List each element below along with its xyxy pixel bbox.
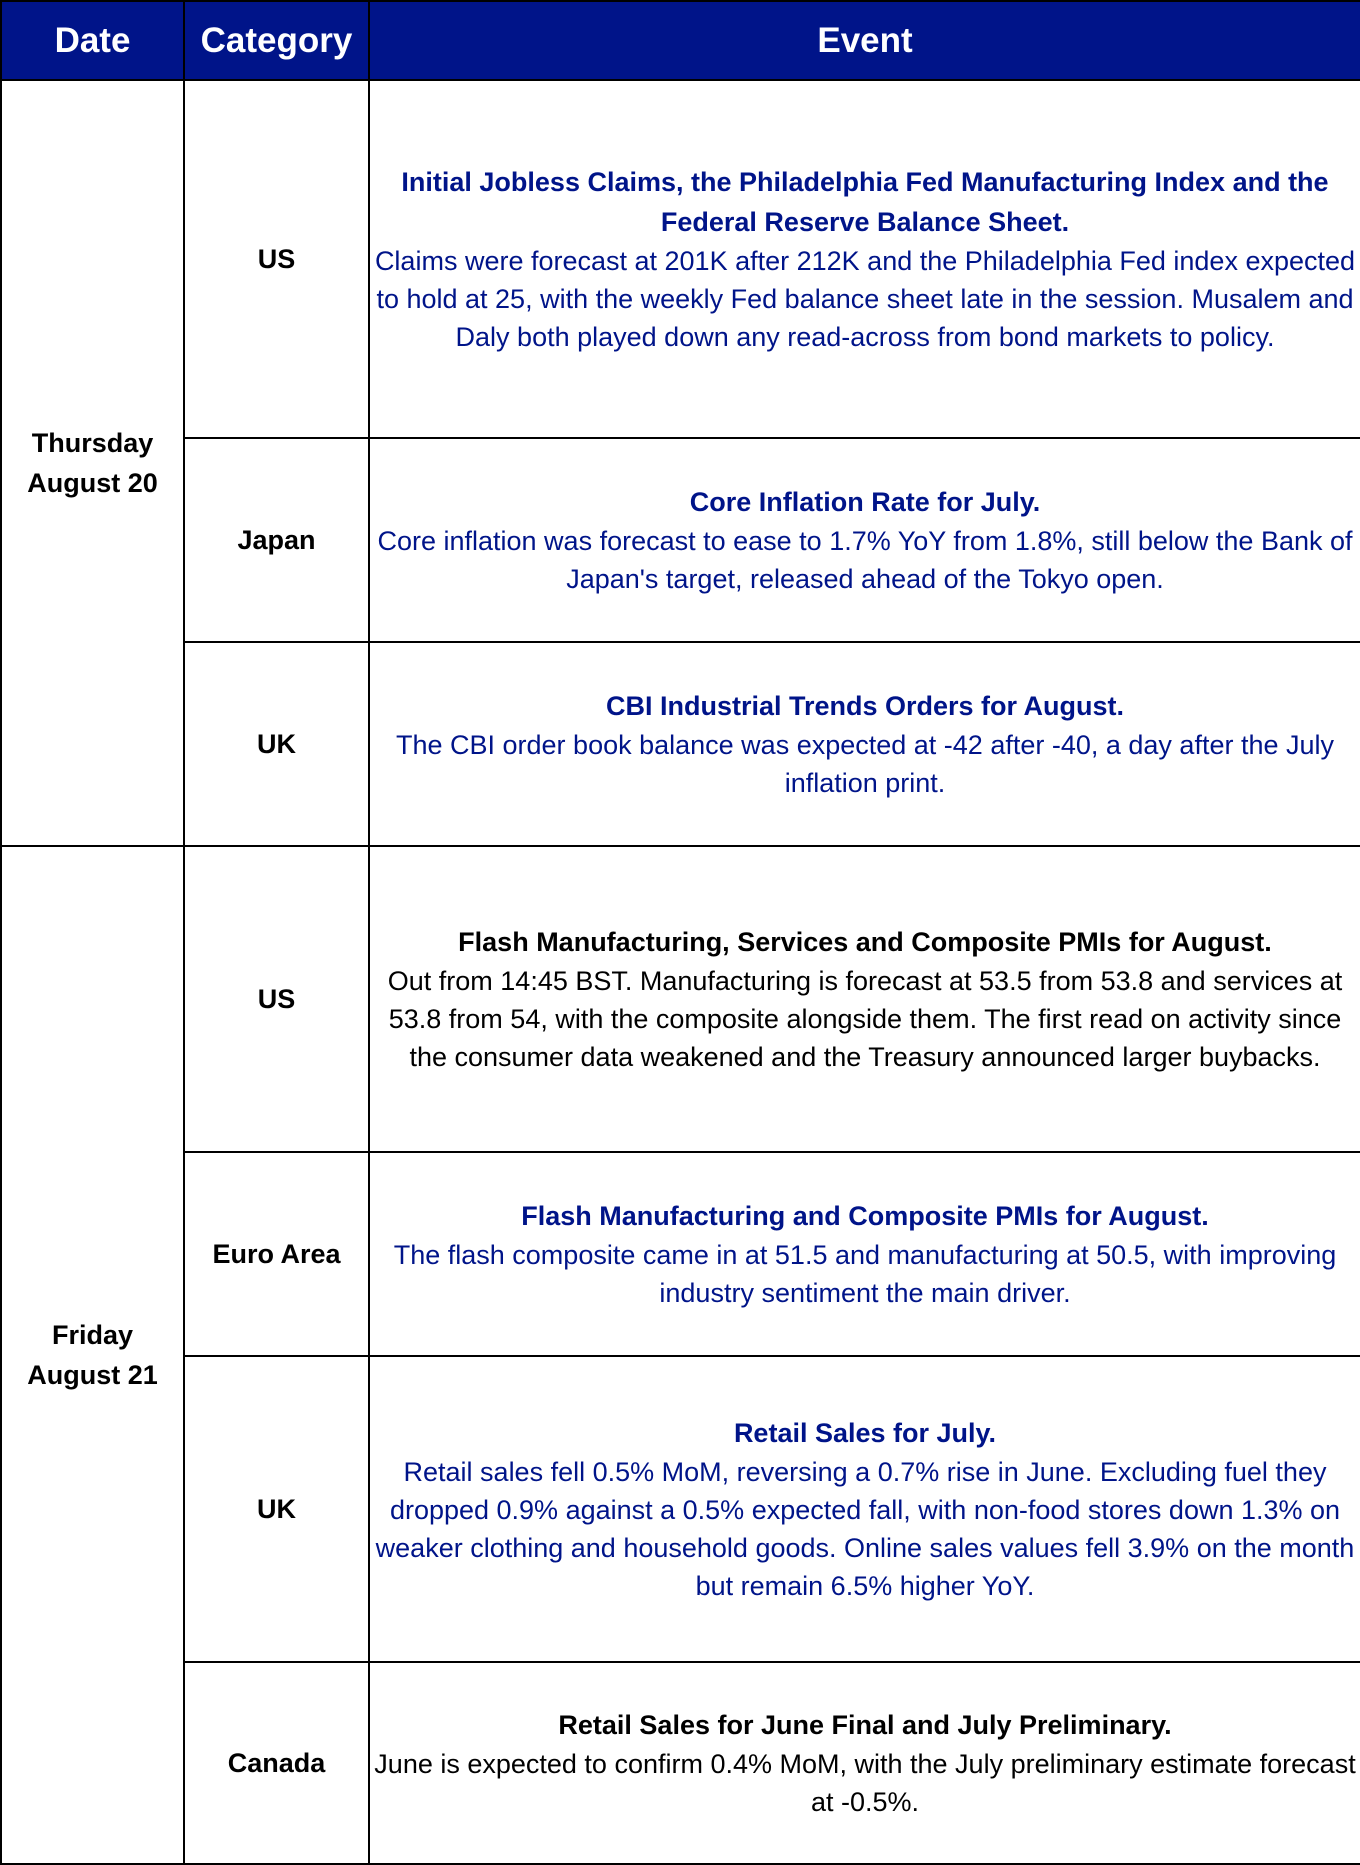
event-cell	[369, 80, 1360, 438]
event-description: June is expected to confirm 0.4% MoM, with the July preliminary estimate forecast at -0.5%.	[374, 1749, 1356, 1817]
event-column-header: Event	[369, 1, 1360, 80]
event-title: CBI Industrial Trends Orders for August.	[605, 691, 1125, 721]
day-date: August 21	[27, 1360, 158, 1390]
table-row	[1, 438, 1360, 642]
category-cell: Euro Area	[184, 1152, 369, 1356]
event-title: Initial Jobless Claims, the Philadelphia Fed Manufacturing Index and the Federal Reserve Balance Sheet.	[401, 167, 1329, 237]
table-row	[1, 80, 1360, 438]
category-cell: Japan	[184, 438, 369, 642]
day-date: August 20	[27, 468, 158, 498]
event-cell	[369, 1356, 1360, 1662]
event-cell	[369, 1152, 1360, 1356]
date-cell-friday	[1, 846, 184, 1864]
date-cell-thursday	[1, 80, 184, 846]
event-title: Flash Manufacturing, Services and Composite PMIs for August.	[458, 927, 1272, 957]
category-cell: UK	[184, 1356, 369, 1662]
event-description: The flash composite came in at 51.5 and manufacturing at 50.5, with improving industry sentiment the main driver.	[393, 1240, 1337, 1308]
event-description: The CBI order book balance was expected at -42 after -40, a day after the July inflation print.	[395, 730, 1335, 798]
event-cell	[369, 642, 1360, 846]
event-title: Retail Sales for June Final and July Preliminary.	[558, 1710, 1172, 1740]
event-cell	[369, 438, 1360, 642]
date-column-header: Date	[1, 1, 184, 80]
day-name: Friday	[51, 1320, 134, 1350]
table-row	[1, 1356, 1360, 1662]
event-title: Retail Sales for July.	[733, 1418, 997, 1448]
event-cell	[369, 846, 1360, 1152]
event-description: Core inflation was forecast to ease to 1.7% YoY from 1.8%, still below the Bank of Japan's target, released ahead of the Tokyo open.	[377, 526, 1353, 594]
event-description: Retail sales fell 0.5% MoM, reversing a 0.7% rise in June. Excluding fuel they dropped 0.9% against a 0.5% expected fall, with non-food stores down 1.3% on weaker clothing and household goods. Online sales values fell 3.9% on the month but remain 6.5% higher YoY.	[375, 1457, 1355, 1601]
table-row	[1, 846, 1360, 1152]
category-column-header: Category	[184, 1, 369, 80]
event-description: Out from 14:45 BST. Manufacturing is forecast at 53.5 from 53.8 and services at 53.8 from 54, with the composite alongside them. The first read on activity since the consumer data weakened and the Treasury announced larger buybacks.	[387, 966, 1343, 1072]
category-cell: US	[184, 846, 369, 1152]
table-row	[1, 1152, 1360, 1356]
event-title: Flash Manufacturing and Composite PMIs for August.	[521, 1201, 1209, 1231]
header-row	[1, 1, 1360, 80]
table-row	[1, 1662, 1360, 1864]
category-cell: US	[184, 80, 369, 438]
event-title: Core Inflation Rate for July.	[689, 487, 1041, 517]
event-cell	[369, 1662, 1360, 1864]
category-cell: UK	[184, 642, 369, 846]
event-description: Claims were forecast at 201K after 212K and the Philadelphia Fed index expected to hold at 25, with the weekly Fed balance sheet late in the session. Musalem and Daly both played down any read-across from bond markets to policy.	[374, 246, 1356, 352]
category-cell: Canada	[184, 1662, 369, 1864]
day-name: Thursday	[31, 428, 154, 458]
table-row	[1, 642, 1360, 846]
